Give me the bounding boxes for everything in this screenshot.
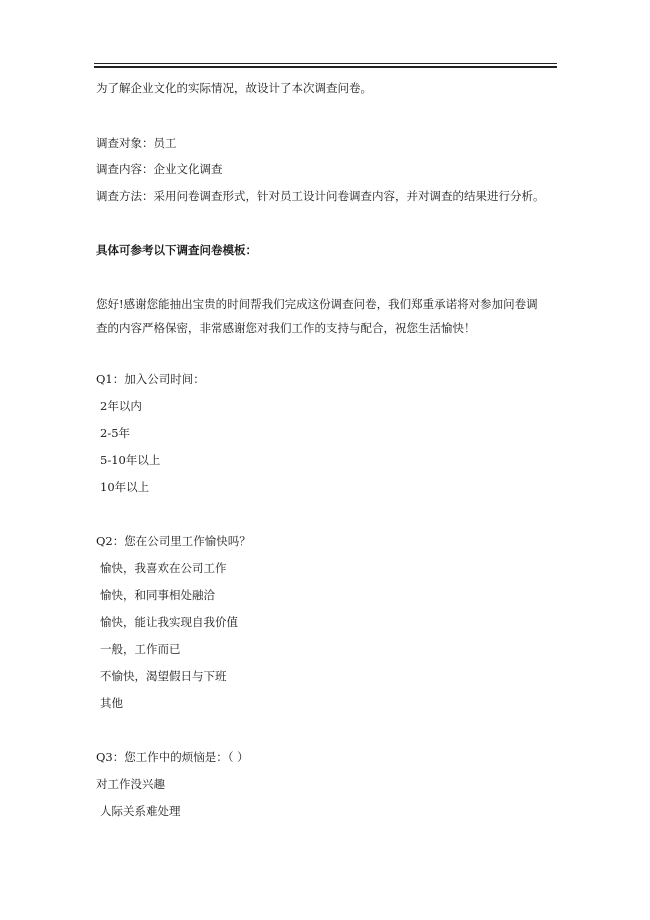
- question-2-option: 一般，工作而已: [100, 642, 181, 656]
- header-rule-thin: [94, 63, 557, 64]
- question-3-title: Q3：您工作中的烦恼是：（ ）: [96, 750, 249, 764]
- question-3-option: 对工作没兴趣: [96, 777, 165, 791]
- question-2-title: Q2：您在公司里工作愉快吗？: [96, 534, 251, 548]
- greeting-paragraph: 您好!感谢您能抽出宝贵的时间帮我们完成这份调查问卷，我们郑重承诺将对参加问卷调查的内容严格保密，非常感谢您对我们工作的支持与配合，祝您生活愉快！: [96, 297, 538, 335]
- question-1-title: Q1：加入公司时间：: [96, 372, 205, 386]
- question-2-option: 愉快，和同事相处融洽: [100, 588, 215, 602]
- question-2-option: 愉快，能让我实现自我价值: [100, 615, 238, 629]
- question-2-option: 不愉快，渴望假日与下班: [100, 669, 227, 683]
- survey-method: 调查方法：采用问卷调查形式，针对员工设计问卷调查内容，并对调查的结果进行分析。: [96, 189, 545, 203]
- question-2-option: 其他: [100, 696, 123, 710]
- header-rule-thick: [94, 66, 557, 68]
- question-1-option: 5-10年以上: [100, 453, 161, 467]
- survey-target: 调查对象：员工: [96, 136, 177, 150]
- intro-text: 为了解企业文化的实际情况，故设计了本次调查问卷。: [96, 81, 372, 95]
- question-1-option: 10年以上: [100, 480, 150, 494]
- survey-content: 调查内容：企业文化调查: [96, 162, 223, 176]
- question-1-option: 2-5年: [100, 426, 131, 440]
- question-1-option: 2年以内: [100, 399, 142, 413]
- question-2-option: 愉快，我喜欢在公司工作: [100, 561, 227, 575]
- template-heading: 具体可参考以下调查问卷模板：: [96, 243, 257, 257]
- question-3-option: 人际关系难处理: [100, 804, 181, 818]
